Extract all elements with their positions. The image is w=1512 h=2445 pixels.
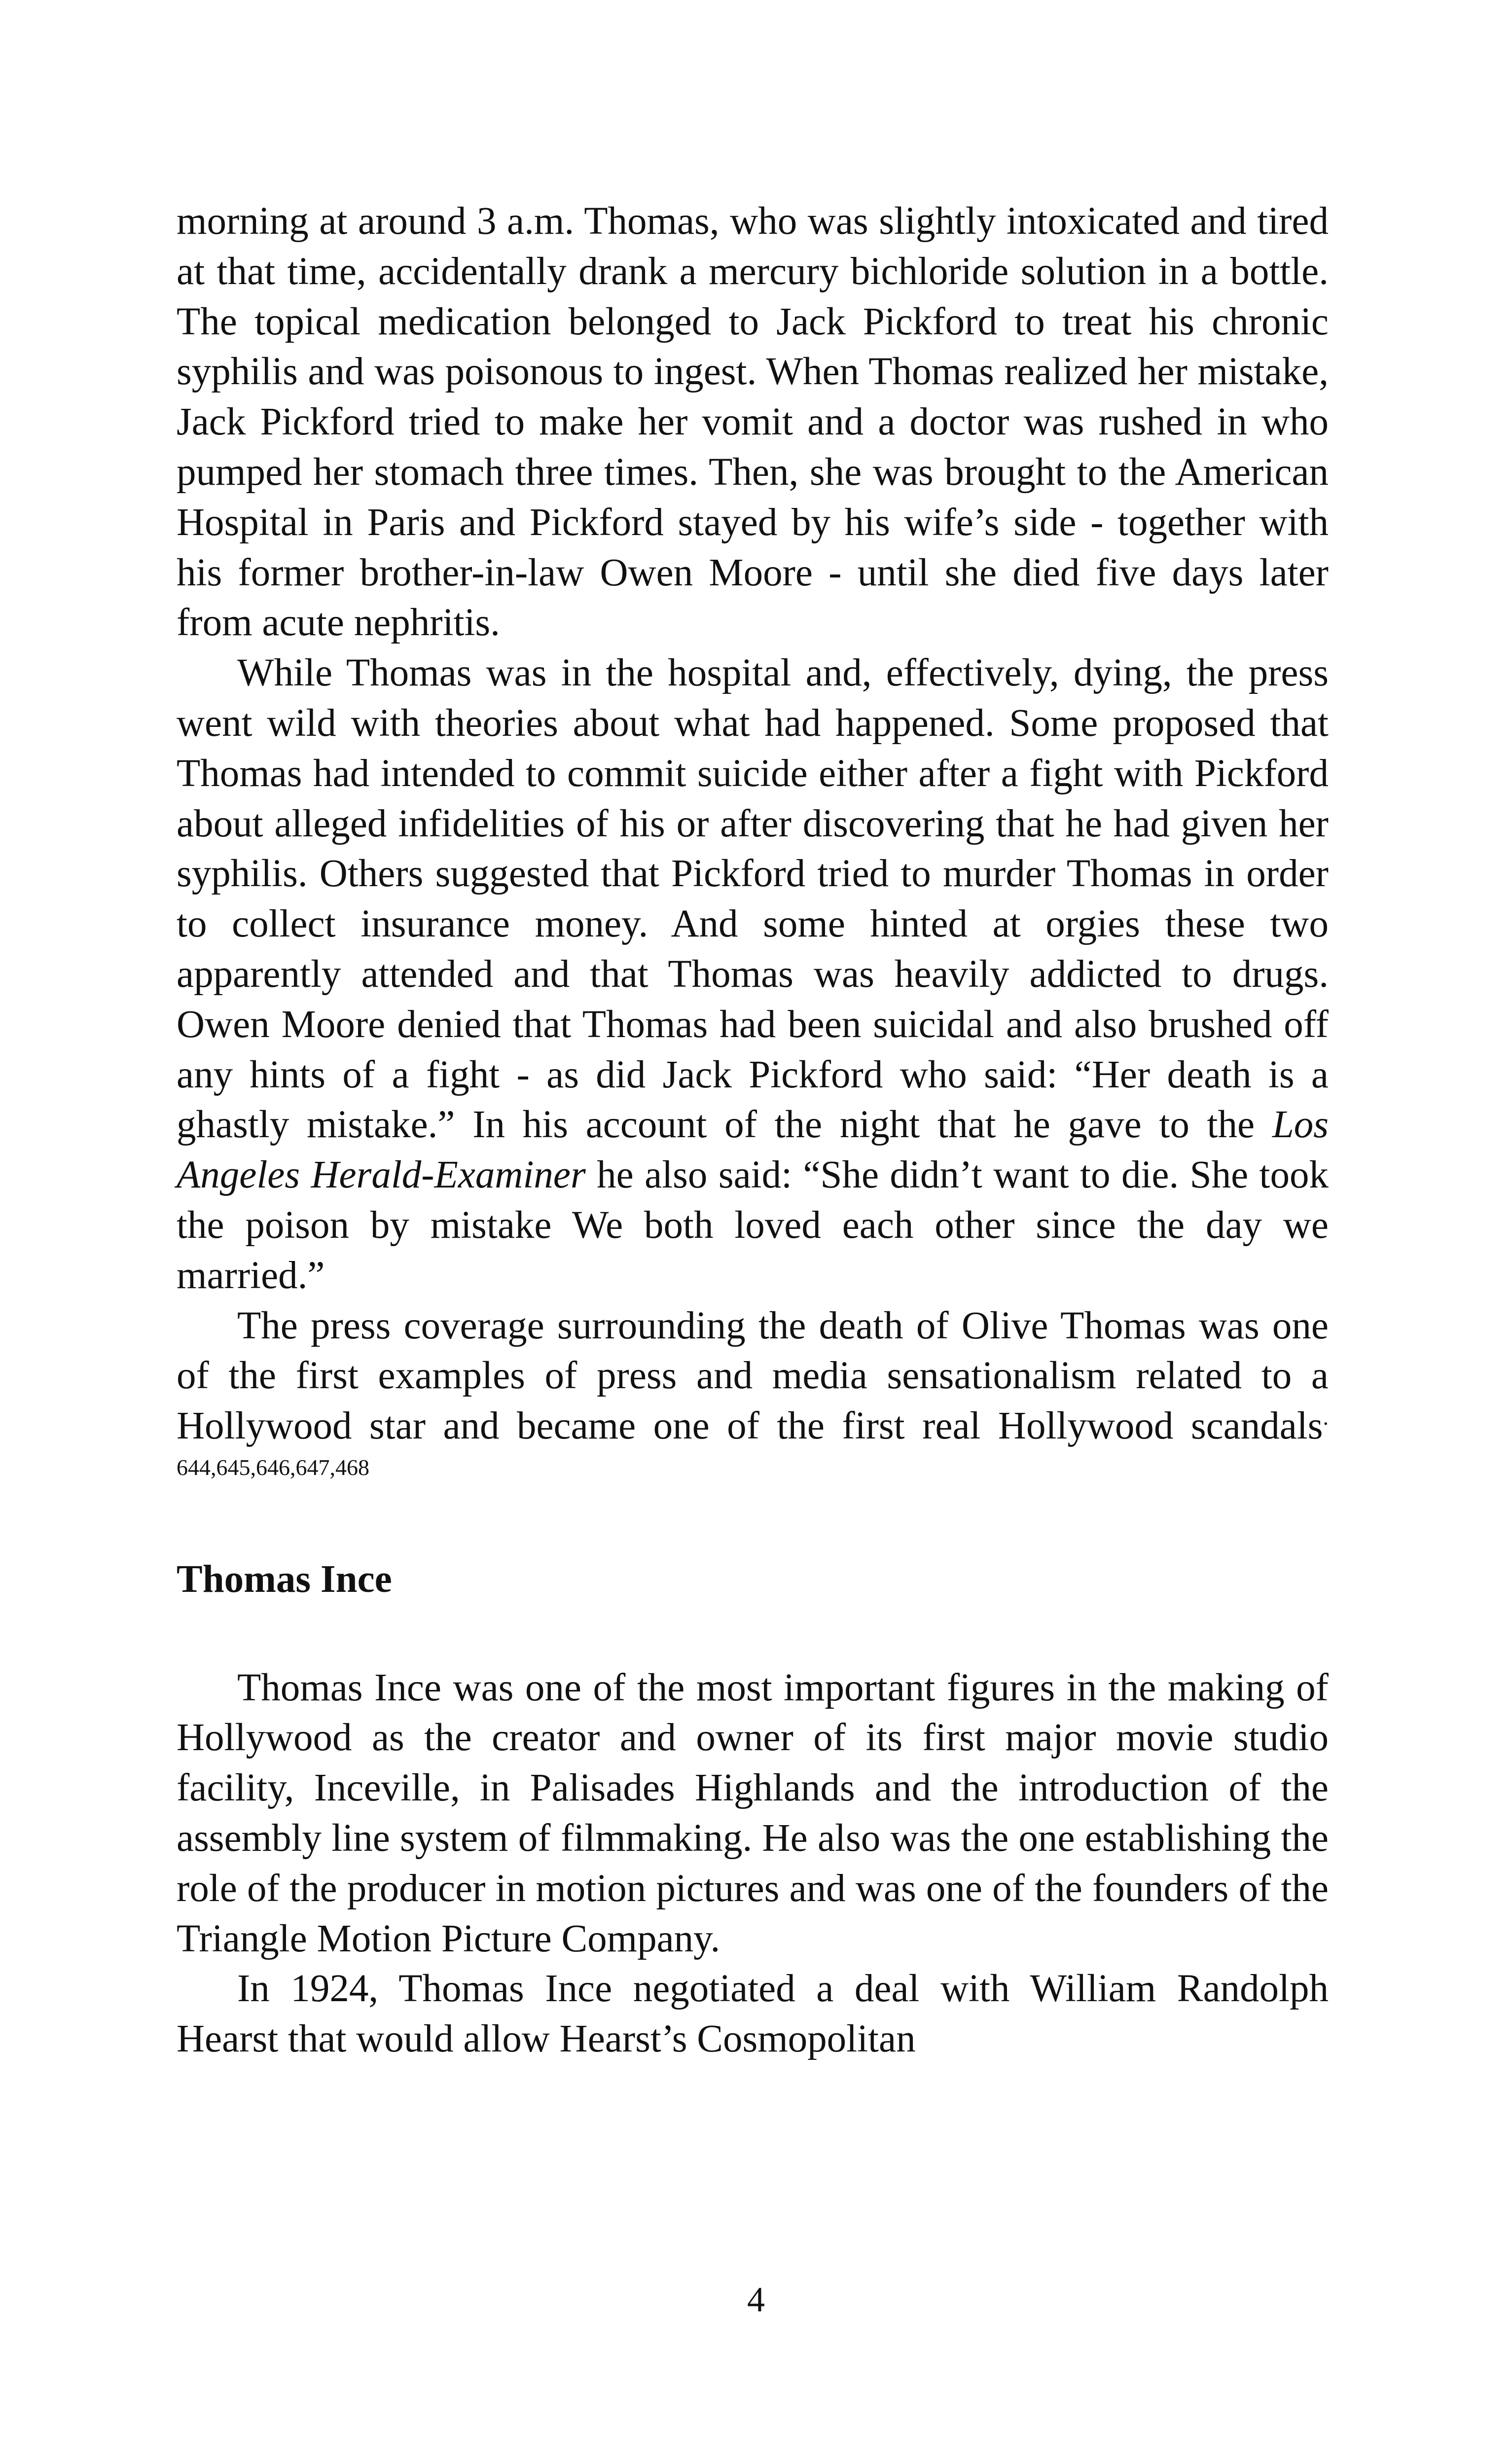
paragraph-1: morning at around 3 a.m. Thomas, who was slightly intoxicated and tired at that time, accidentally drank a mercury bichloride solution in a bottle. The topical medication belonged to Jack Pickford to treat his chronic syphilis and was poisonous to ingest. When Thomas realized her mistake, Jack Pickford tried to make her vomit and a doctor was rushed in who pumped her stomach three times. Then, she was brought to the American Hospital in Paris and Pickford stayed by his wife’s side - together with his former brother-in-law Owen Moore - until she died five days later from acute nephritis. bbox=[177, 200, 1329, 645]
page-number: 4 bbox=[747, 2280, 765, 2319]
paragraph-2-end: he also said: “She didn’t want to die. She took the poison by mistake We both loved each other since the day we married.” bbox=[177, 1153, 1329, 1297]
citation-references: . 644,645,646,647,468 bbox=[177, 1404, 1329, 1480]
newspaper-title: Los Angeles Herald-Examiner bbox=[177, 1103, 1329, 1197]
paragraph-2-text: While Thomas was in the hospital and, effectively, dying, the press went wild with theories about what had happened. Some proposed that Thomas had intended to commit suicide either after a fight with Pickford about alleged infidelities of his or after discovering that he had given her syphilis. Others suggested that Pickford tried to murder Thomas in order to collect insurance money. And some hinted at orgies these two apparently attended and that Thomas was heavily addicted to drugs. Owen Moore denied that Thomas had been suicidal and also brushed off any hints of a fight - as did Jack Pickford who said: “Her death is a ghastly mistake.” In his account of the night that he gave to the bbox=[177, 651, 1329, 1147]
paragraph-3-text: The press coverage surrounding the death of Olive Thomas was one of the first examples of press and media sensationalism related to a Hollywood star and became one of the first real Hollywood scandals bbox=[177, 1304, 1329, 1448]
section-heading: Thomas Ince bbox=[177, 1557, 392, 1601]
document-page bbox=[177, 196, 1329, 2064]
paragraph-3 bbox=[177, 1301, 1329, 1502]
paragraph-5: In 1924, Thomas Ince negotiated a deal with William Randolph Hearst that would allow Hearst’s Cosmopolitan bbox=[177, 1967, 1329, 2061]
paragraph-2 bbox=[177, 648, 1329, 1300]
paragraph-4: Thomas Ince was one of the most important figures in the making of Hollywood as the creator and owner of its first major movie studio facility, Inceville, in Palisades Highlands and the introduction of the assembly line system of filmmaking. He also was the one establishing the role of the producer in motion pictures and was one of the founders of the Triangle Motion Picture Company. bbox=[177, 1666, 1329, 1960]
